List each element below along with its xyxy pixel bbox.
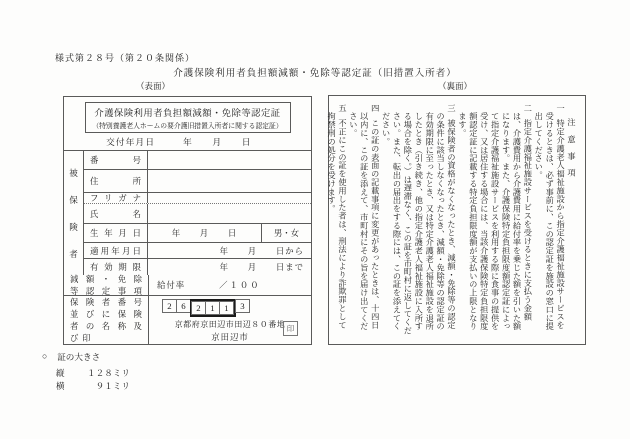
height-label: 縦 bbox=[56, 368, 65, 378]
insurer-number-digit: 6 bbox=[176, 299, 191, 313]
insurer-number-digit: 3 bbox=[235, 299, 250, 313]
note-text: この証の表面の記載事項に変更があったときは、十四日以内に、この証を添えて、市町村にその旨を届け出てください。 bbox=[348, 112, 380, 331]
row-label: 有効期限 bbox=[90, 263, 141, 272]
insurer-number-digit: 1 bbox=[219, 301, 234, 315]
rate-value: ／１００ bbox=[219, 281, 261, 290]
row-label: 適用年月日 bbox=[90, 246, 141, 256]
width-value: ９１ミリ bbox=[95, 381, 130, 391]
note-text: 被保険者の資格がなくなったとき、減額・免除等の認定の条件に該当しなくなったとき、減額・免除等の認定証の有効期限に至ったとき、又は特定介護老人福祉施設を退所したとき（引き続き、他の指定介護老人福祉施設に入所する場合を除く。）は遅滞なく、この証を市町村に返してください。また、転出の届出をする際には、この証を添えてください。 bbox=[381, 112, 457, 335]
note-number: 一 bbox=[556, 104, 566, 113]
note-text: 指定介護福祉施設サービスを受けるときに支払う金額は、介護費用から介護費用に給付率を乗じた額を引いた額になります。また、介護保険特定負担限度額認定証によって指定介護福祉施設サービスを利用する際に食事の提供を受け、又は居住する場合には、当該介護保険特定負担限度額認定証に記載する特定負担限度額が支払いの上限となります。 bbox=[457, 112, 533, 331]
note-text: 不正にこの証を使用した者は、刑法により詐欺罪として拘禁刑の処分を受けます。 bbox=[327, 112, 347, 329]
back-side-label: （裏面） bbox=[437, 81, 472, 91]
insurer-label-line: び印 bbox=[70, 334, 95, 343]
card-title: 介護保険利用者負担額減額・免除等認定証 bbox=[94, 109, 281, 119]
table-row-number bbox=[84, 151, 311, 169]
card-size-section bbox=[42, 351, 130, 392]
note-item-4 bbox=[347, 104, 380, 336]
table-row-apply-date bbox=[84, 242, 311, 258]
insurer-name: 京田辺市 bbox=[211, 333, 249, 342]
issue-date-row bbox=[64, 133, 311, 150]
notes-heading: 注 意 事 項 bbox=[567, 117, 576, 177]
insurer-number-boxes bbox=[163, 299, 311, 317]
benefit-label-line: 等認定事項 bbox=[70, 287, 142, 296]
row-label: 番号 bbox=[90, 156, 141, 165]
issue-date-value: 年 月 日 bbox=[183, 137, 252, 147]
note-number: 三 bbox=[447, 104, 457, 113]
insured-char: 保 bbox=[69, 194, 78, 205]
row-label: 氏名 bbox=[90, 209, 141, 219]
table-row-birthdate bbox=[84, 223, 311, 242]
rate-label: 給付率 bbox=[157, 281, 186, 290]
insurer-number-bold-group bbox=[190, 299, 236, 317]
insured-char: 険 bbox=[69, 221, 78, 232]
insurer-number-digit: 1 bbox=[205, 301, 220, 315]
row-label: 生年月日 bbox=[90, 229, 141, 238]
row-value: 年 月 日から bbox=[219, 246, 304, 256]
note-number: 四 bbox=[370, 104, 380, 113]
front-side-label: （表面） bbox=[135, 81, 170, 91]
note-number: 五 bbox=[337, 104, 347, 113]
table-row-address bbox=[84, 169, 311, 192]
insurer-number-digit: 2 bbox=[191, 301, 206, 315]
issue-date-label: 交付年月日 bbox=[106, 137, 155, 147]
bullet-circle: ○ bbox=[42, 351, 48, 361]
benefit-rate-row bbox=[64, 275, 311, 295]
seal-mark: 印 bbox=[283, 321, 298, 336]
note-item-1 bbox=[532, 104, 565, 336]
note-number: 二 bbox=[523, 104, 533, 113]
note-text: 特定介護老人福祉施設から指定介護福祉施設サービスを受けるときは、必ず事前に、この認定証を施設の窓口に提出してください。 bbox=[534, 112, 566, 331]
insurer-address: 京都府京田辺市田辺８０番地 bbox=[174, 320, 286, 329]
card-title-box bbox=[85, 102, 291, 133]
gender-cell: 男・女 bbox=[261, 224, 311, 242]
size-height-line bbox=[56, 367, 130, 379]
form-number: 様式第２８号（第２０条関係） bbox=[55, 53, 196, 63]
insurer-number-digit: 2 bbox=[162, 299, 177, 313]
note-item-3 bbox=[380, 104, 456, 336]
card-table bbox=[64, 150, 311, 344]
row-label: フリガナ bbox=[90, 194, 141, 203]
size-title: 証の大きさ bbox=[57, 352, 101, 362]
insured-char: 者 bbox=[69, 248, 78, 259]
height-value: １２８ミリ bbox=[87, 368, 130, 378]
note-item-2 bbox=[456, 104, 532, 336]
row-value: 年 月 日 bbox=[171, 229, 238, 238]
table-row-name bbox=[84, 204, 311, 223]
insured-char: 被 bbox=[69, 167, 78, 178]
document-title: 介護保険利用者負担額減額・免除等認定証（旧措置入所者） bbox=[173, 69, 457, 79]
size-width-line bbox=[56, 380, 130, 392]
table-row-furigana bbox=[84, 192, 311, 204]
benefit-label-line: 減額・免除 bbox=[70, 275, 142, 284]
note-item-5 bbox=[325, 104, 347, 336]
insurer-row bbox=[64, 295, 311, 344]
certificate-card bbox=[63, 96, 312, 345]
width-label: 横 bbox=[56, 381, 65, 391]
insurer-label-line: 保険者番号 bbox=[70, 298, 142, 307]
insured-vertical-label bbox=[64, 151, 84, 275]
row-value: 年 月 日まで bbox=[219, 263, 304, 272]
notes-panel bbox=[328, 95, 586, 345]
card-subtitle: （特別養護老人ホームの要介護旧措置入所者に関する認定証） bbox=[92, 123, 283, 130]
row-label: 住所 bbox=[90, 177, 141, 186]
insured-rows-block bbox=[64, 151, 311, 275]
insurer-label-line: 者の名称及 bbox=[70, 322, 142, 331]
insurer-label-line: 並びに保険 bbox=[70, 310, 142, 319]
